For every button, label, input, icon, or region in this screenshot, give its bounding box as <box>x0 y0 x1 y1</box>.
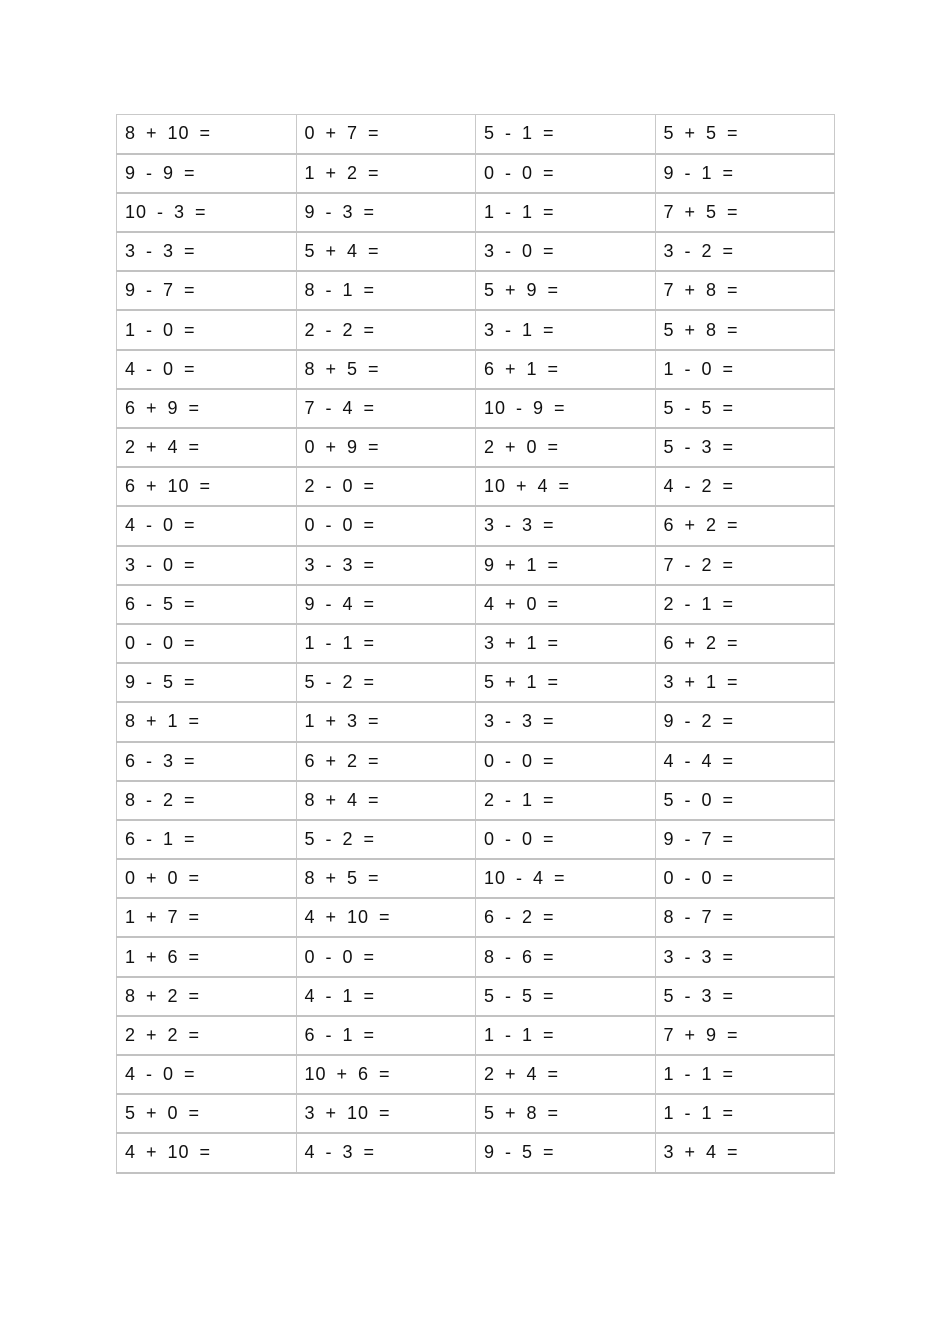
problem-cell: 8 + 5 = <box>296 859 476 898</box>
problem-cell: 1 - 1 = <box>296 624 476 663</box>
problem-cell: 5 - 3 = <box>655 977 835 1016</box>
problem-cell: 6 + 2 = <box>296 742 476 781</box>
problem-cell: 10 + 6 = <box>296 1055 476 1094</box>
problem-cell: 9 - 9 = <box>117 154 297 193</box>
problem-row <box>117 506 835 545</box>
problem-cell: 3 + 1 = <box>655 663 835 702</box>
problem-cell: 4 + 10 = <box>296 898 476 937</box>
problem-cell: 2 - 1 = <box>476 781 656 820</box>
problem-cell: 8 + 2 = <box>117 977 297 1016</box>
problem-cell: 3 + 4 = <box>655 1133 835 1172</box>
problem-cell: 3 - 0 = <box>117 546 297 585</box>
problem-row <box>117 898 835 937</box>
problem-row <box>117 232 835 271</box>
problem-cell: 0 + 7 = <box>296 115 476 154</box>
problem-row <box>117 271 835 310</box>
problem-row <box>117 859 835 898</box>
problem-cell: 7 + 9 = <box>655 1016 835 1055</box>
problem-row <box>117 1016 835 1055</box>
problem-cell: 2 + 2 = <box>117 1016 297 1055</box>
problem-row <box>117 663 835 702</box>
problem-cell: 4 - 0 = <box>117 506 297 545</box>
problem-cell: 4 - 2 = <box>655 467 835 506</box>
math-worksheet <box>116 114 835 1174</box>
problem-cell: 9 - 4 = <box>296 585 476 624</box>
problem-cell: 5 - 2 = <box>296 820 476 859</box>
problem-row <box>117 702 835 741</box>
problem-row <box>117 937 835 976</box>
problem-cell: 0 - 0 = <box>655 859 835 898</box>
problem-cell: 5 + 9 = <box>476 271 656 310</box>
problem-cell: 9 - 5 = <box>476 1133 656 1172</box>
problem-cell: 5 + 0 = <box>117 1094 297 1133</box>
problem-cell: 1 + 7 = <box>117 898 297 937</box>
problem-cell: 3 - 0 = <box>476 232 656 271</box>
problem-cell: 7 - 4 = <box>296 389 476 428</box>
problem-cell: 1 + 2 = <box>296 154 476 193</box>
problem-cell: 8 - 7 = <box>655 898 835 937</box>
problem-cell: 4 - 4 = <box>655 742 835 781</box>
problem-cell: 8 + 5 = <box>296 350 476 389</box>
problem-cell: 3 - 3 = <box>117 232 297 271</box>
problem-cell: 1 - 1 = <box>655 1094 835 1133</box>
problem-cell: 4 + 0 = <box>476 585 656 624</box>
problem-cell: 2 - 1 = <box>655 585 835 624</box>
problem-row <box>117 742 835 781</box>
problem-cell: 10 - 4 = <box>476 859 656 898</box>
problem-row <box>117 115 835 154</box>
problem-cell: 3 + 1 = <box>476 624 656 663</box>
problem-cell: 3 - 3 = <box>476 506 656 545</box>
problem-cell: 5 + 5 = <box>655 115 835 154</box>
problem-cell: 9 + 1 = <box>476 546 656 585</box>
problem-row <box>117 428 835 467</box>
problem-row <box>117 546 835 585</box>
problem-row <box>117 1055 835 1094</box>
problem-cell: 6 - 1 = <box>117 820 297 859</box>
problem-row <box>117 1094 835 1133</box>
problem-cell: 2 + 0 = <box>476 428 656 467</box>
problem-row <box>117 350 835 389</box>
problem-cell: 3 + 10 = <box>296 1094 476 1133</box>
problem-cell: 4 - 0 = <box>117 350 297 389</box>
problem-cell: 1 - 0 = <box>655 350 835 389</box>
problem-cell: 1 + 3 = <box>296 702 476 741</box>
problem-cell: 6 - 1 = <box>296 1016 476 1055</box>
problem-row <box>117 820 835 859</box>
problem-row <box>117 389 835 428</box>
problem-cell: 3 - 3 = <box>655 937 835 976</box>
problem-row <box>117 193 835 232</box>
problem-cell: 9 - 5 = <box>117 663 297 702</box>
problem-row <box>117 585 835 624</box>
problem-cell: 0 - 0 = <box>476 742 656 781</box>
problem-cell: 5 + 4 = <box>296 232 476 271</box>
problem-cell: 6 - 2 = <box>476 898 656 937</box>
problem-cell: 5 - 5 = <box>476 977 656 1016</box>
problem-cell: 7 + 8 = <box>655 271 835 310</box>
problem-cell: 8 + 10 = <box>117 115 297 154</box>
problem-table <box>116 114 835 1174</box>
problem-cell: 5 - 5 = <box>655 389 835 428</box>
problem-cell: 6 - 5 = <box>117 585 297 624</box>
problem-cell: 9 - 2 = <box>655 702 835 741</box>
problem-cell: 10 + 4 = <box>476 467 656 506</box>
problem-cell: 5 - 1 = <box>476 115 656 154</box>
problem-cell: 8 - 1 = <box>296 271 476 310</box>
problem-cell: 9 - 1 = <box>655 154 835 193</box>
problem-row <box>117 154 835 193</box>
problem-cell: 6 + 2 = <box>655 506 835 545</box>
problem-cell: 2 + 4 = <box>117 428 297 467</box>
problem-cell: 2 + 4 = <box>476 1055 656 1094</box>
problem-cell: 1 - 0 = <box>117 310 297 349</box>
problem-cell: 2 - 2 = <box>296 310 476 349</box>
problem-cell: 5 + 8 = <box>655 310 835 349</box>
problem-cell: 5 - 2 = <box>296 663 476 702</box>
problem-cell: 8 + 4 = <box>296 781 476 820</box>
problem-cell: 7 - 2 = <box>655 546 835 585</box>
problem-cell: 3 - 2 = <box>655 232 835 271</box>
problem-row <box>117 977 835 1016</box>
problem-cell: 5 + 8 = <box>476 1094 656 1133</box>
problem-cell: 1 - 1 = <box>476 193 656 232</box>
problem-cell: 0 + 9 = <box>296 428 476 467</box>
problem-cell: 1 + 6 = <box>117 937 297 976</box>
problem-cell: 10 - 3 = <box>117 193 297 232</box>
problem-cell: 6 + 10 = <box>117 467 297 506</box>
problem-cell: 6 - 3 = <box>117 742 297 781</box>
problem-cell: 10 - 9 = <box>476 389 656 428</box>
problem-cell: 1 - 1 = <box>655 1055 835 1094</box>
problem-row <box>117 1133 835 1172</box>
problem-cell: 9 - 7 = <box>655 820 835 859</box>
problem-cell: 3 - 3 = <box>476 702 656 741</box>
problem-cell: 0 - 0 = <box>476 154 656 193</box>
problem-cell: 5 - 0 = <box>655 781 835 820</box>
problem-cell: 4 - 1 = <box>296 977 476 1016</box>
problem-cell: 8 - 2 = <box>117 781 297 820</box>
problem-cell: 8 + 1 = <box>117 702 297 741</box>
problem-cell: 9 - 3 = <box>296 193 476 232</box>
problem-cell: 5 + 1 = <box>476 663 656 702</box>
problem-cell: 0 - 0 = <box>117 624 297 663</box>
problem-cell: 4 - 0 = <box>117 1055 297 1094</box>
problem-cell: 6 + 9 = <box>117 389 297 428</box>
problem-cell: 6 + 2 = <box>655 624 835 663</box>
problem-cell: 2 - 0 = <box>296 467 476 506</box>
problem-cell: 1 - 1 = <box>476 1016 656 1055</box>
problem-cell: 9 - 7 = <box>117 271 297 310</box>
problem-cell: 3 - 3 = <box>296 546 476 585</box>
problem-row <box>117 310 835 349</box>
problem-cell: 5 - 3 = <box>655 428 835 467</box>
problem-table-body <box>117 115 835 1173</box>
problem-row <box>117 467 835 506</box>
problem-cell: 3 - 1 = <box>476 310 656 349</box>
problem-cell: 4 + 10 = <box>117 1133 297 1172</box>
problem-cell: 0 - 0 = <box>296 937 476 976</box>
problem-row <box>117 624 835 663</box>
problem-row <box>117 781 835 820</box>
problem-cell: 0 - 0 = <box>296 506 476 545</box>
problem-cell: 0 - 0 = <box>476 820 656 859</box>
problem-cell: 6 + 1 = <box>476 350 656 389</box>
problem-cell: 7 + 5 = <box>655 193 835 232</box>
problem-cell: 0 + 0 = <box>117 859 297 898</box>
problem-cell: 4 - 3 = <box>296 1133 476 1172</box>
problem-cell: 8 - 6 = <box>476 937 656 976</box>
